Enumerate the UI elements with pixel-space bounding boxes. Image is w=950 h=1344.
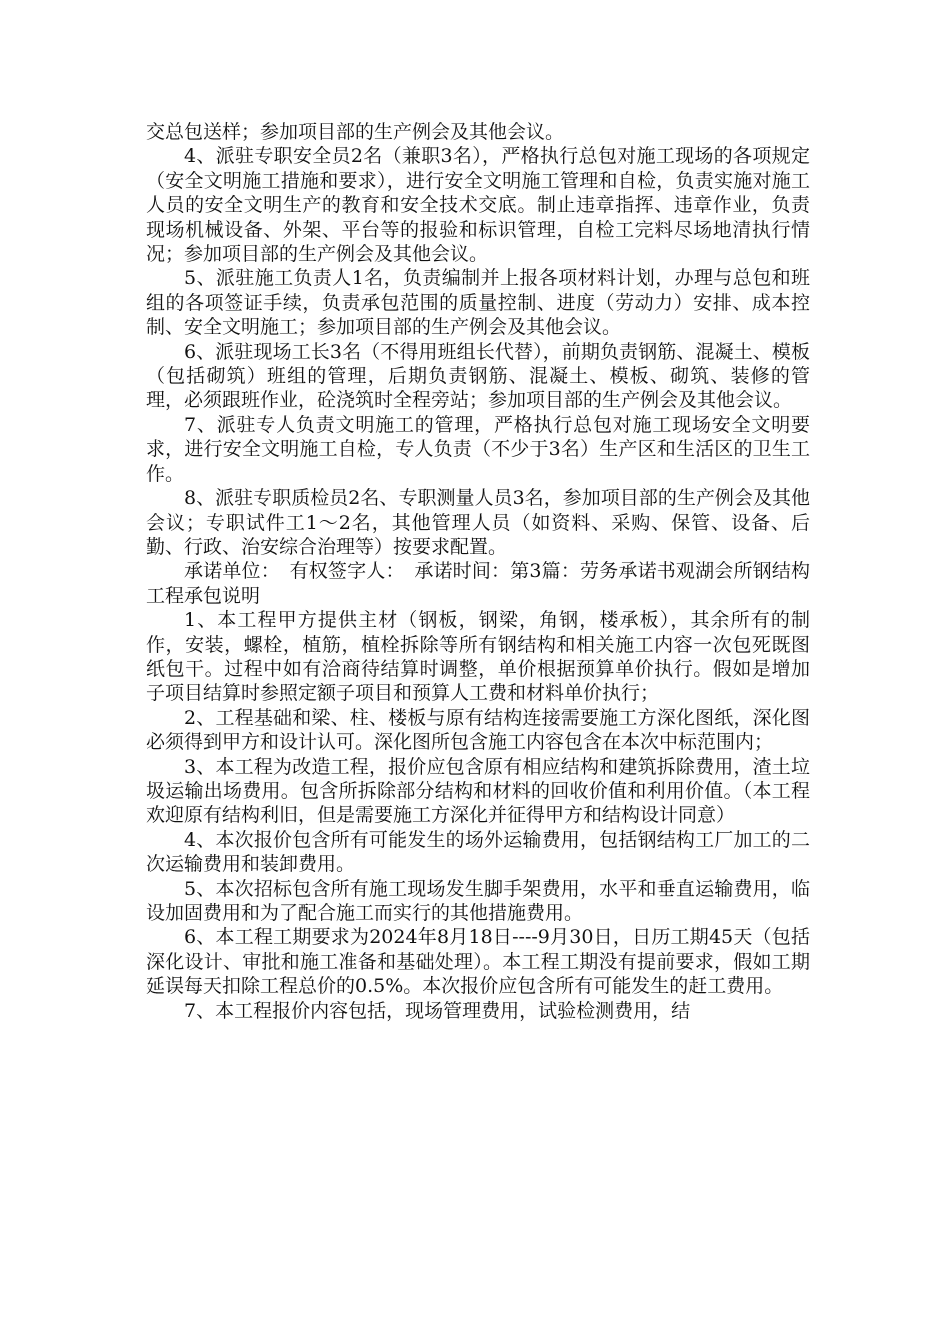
- paragraph-item-4-safety: 4、派驻专职安全员2名（兼职3名），严格执行总包对施工现场的各项规定（安全文明施工措施和要求），进行安全文明施工管理和自检，负责实施对施工人员的安全文明生产的教育和安全技术交底。制止违章指挥、违章作业，负责现场机械设备、外架、平台等的报验和标识管理，自检工完料尽场地清执行情况；参加项目部的生产例会及其他会议。: [146, 145, 810, 266]
- paragraph-section3-item-7: 7、本工程报价内容包括，现场管理费用，试验检测费用，结: [184, 999, 691, 1022]
- paragraph-section3-item-2: 2、工程基础和梁、柱、楼板与原有结构连接需要施工方深化图纸，深化图必须得到甲方和设计认可。深化图所包含施工内容包含在本次中标范围内；: [146, 706, 810, 754]
- paragraph-section3-item-6: 6、本工程工期要求为2024年8月18日----9月30日，日历工期45天（包括深化设计、审批和施工准备和基础处理）。本工程工期没有提前要求，假如工期延误每天扣除工程总价的0.5%。本次报价应包含所有可能发生的赶工费用。: [146, 926, 810, 998]
- paragraph-signature-and-heading: 承诺单位： 有权签字人： 承诺时间：第3篇：劳务承诺书观湖会所钢结构工程承包说明: [146, 560, 810, 607]
- paragraph-item-5-construction-lead: 5、派驻施工负责人1名，负责编制并上报各项材料计划，办理与总包和班组的各项签证手续，负责承包范围的质量控制、进度（劳动力）安排、成本控制、安全文明施工；参加项目部的生产例会及其他会议。: [146, 267, 810, 339]
- paragraph-section3-item-3: 3、本工程为改造工程，报价应包含原有相应结构和建筑拆除费用，渣土垃圾运输出场费用。包含所拆除部分结构和材料的回收价值和利用价值。（本工程欢迎原有结构利旧，但是需要施工方深化并征得甲方和结构设计同意）: [146, 755, 810, 827]
- document-body: [146, 120, 810, 1023]
- paragraph-section3-item-1: 1、本工程甲方提供主材（钢板，钢梁，角钢，楼承板），其余所有的制作，安装，螺栓，植筋，植栓拆除等所有钢结构和相关施工内容一次包死既图纸包干。过程中如有洽商待结算时调整，单价根据预算单价执行。假如是增加子项目结算时参照定额子项目和预算人工费和材料单价执行；: [146, 609, 810, 705]
- paragraph-section3-item-5: 5、本次招标包含所有施工现场发生脚手架费用，水平和垂直运输费用，临设加固费用和为了配合施工而实行的其他措施费用。: [146, 877, 810, 924]
- paragraph-item-6-foremen: 6、派驻现场工长3名（不得用班组长代替），前期负责钢筋、混凝土、模板（包括砌筑）班组的管理，后期负责钢筋、混凝土、模板、砌筑、装修的管理，必须跟班作业，砼浇筑时全程旁站；参加项目部的生产例会及其他会议。: [146, 340, 810, 412]
- paragraph-item-7-civilized-construction: 7、派驻专人负责文明施工的管理，严格执行总包对施工现场安全文明要求，进行安全文明施工自检，专人负责（不少于3名）生产区和生活区的卫生工作。: [146, 413, 810, 485]
- paragraph-continuation: 交总包送样；参加项目部的生产例会及其他会议。: [146, 121, 565, 143]
- paragraph-item-8-quality-inspectors: 8、派驻专职质检员2名、专职测量人员3名，参加项目部的生产例会及其他会议；专职试件工1～2名，其他管理人员（如资料、采购、保管、设备、后勤、行政、治安综合治理等）按要求配置。: [146, 487, 810, 558]
- paragraph-section3-item-4: 4、本次报价包含所有可能发生的场外运输费用，包括钢结构工厂加工的二次运输费用和装卸费用。: [146, 828, 810, 876]
